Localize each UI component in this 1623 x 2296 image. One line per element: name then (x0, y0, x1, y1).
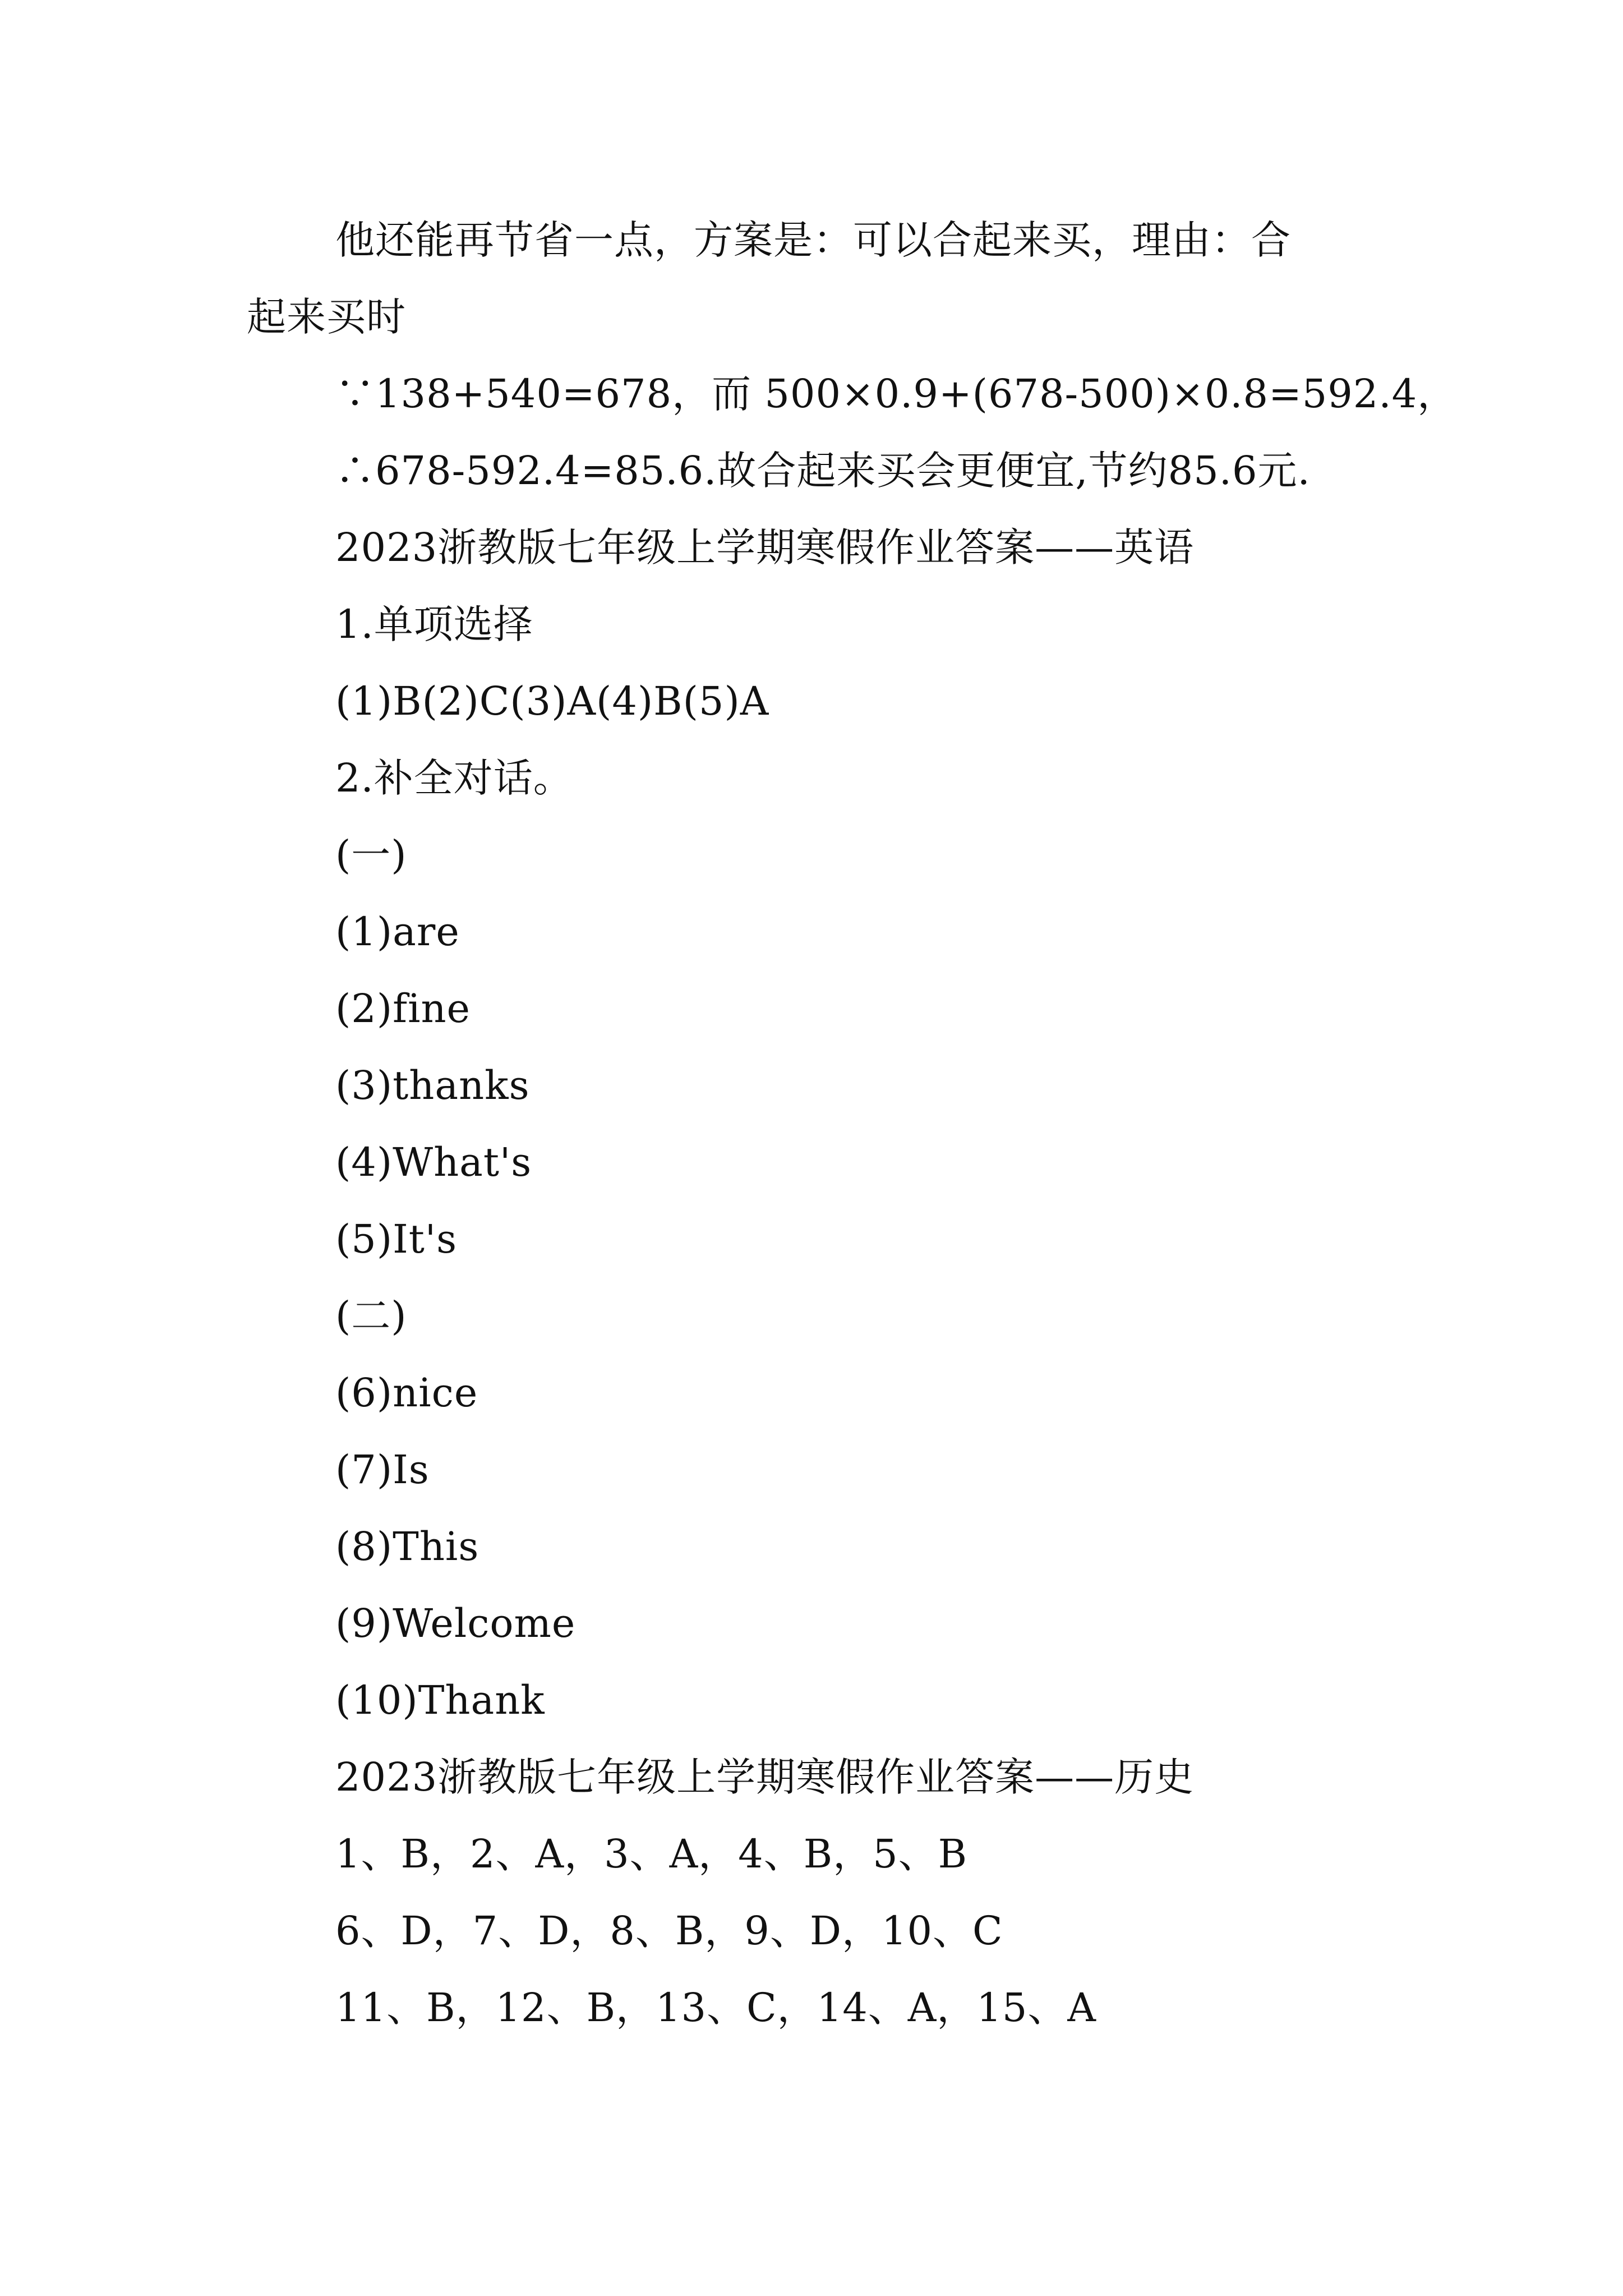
text-line: (4)What's (335, 1139, 532, 1185)
text-line: ∴678-592.4=85.6.故合起来买会更便宜,节约85.6元. (335, 448, 1311, 494)
text-line: 他还能再节省一点，方案是：可以合起来买，理由：合 (335, 217, 1291, 263)
text-line: (9)Welcome (335, 1600, 576, 1646)
text-line: 2.补全对话。 (335, 755, 573, 801)
text-line: (7)Is (335, 1447, 430, 1493)
text-line: 6、D，7、D，8、B，9、D，10、C (335, 1908, 1003, 1954)
text-line: (5)It's (335, 1216, 458, 1262)
text-line: 1.单项选择 (335, 601, 533, 647)
text-line: (2)fine (335, 986, 471, 1032)
section-heading: 2023浙教版七年级上学期寒假作业答案——英语 (335, 524, 1195, 570)
text-line: (一) (335, 832, 407, 878)
text-line: ∵138+540=678，而 500×0.9+(678-500)×0.8=592.4， (335, 371, 1458, 417)
text-line: 11、B，12、B，13、C，14、A，15、A (335, 1985, 1096, 2031)
text-line: 1、B，2、A，3、A，4、B，5、B (335, 1831, 968, 1877)
section-heading: 2023浙教版七年级上学期寒假作业答案——历史 (335, 1754, 1195, 1800)
text-line: (10)Thank (335, 1677, 545, 1723)
text-line: (1)B(2)C(3)A(4)B(5)A (335, 678, 769, 724)
text-line: (二) (335, 1293, 407, 1339)
text-line: (1)are (335, 909, 460, 955)
text-line: (8)This (335, 1524, 479, 1570)
text-line: 起来买时 (247, 294, 406, 340)
text-line: (6)nice (335, 1370, 478, 1416)
text-line: (3)thanks (335, 1062, 530, 1108)
